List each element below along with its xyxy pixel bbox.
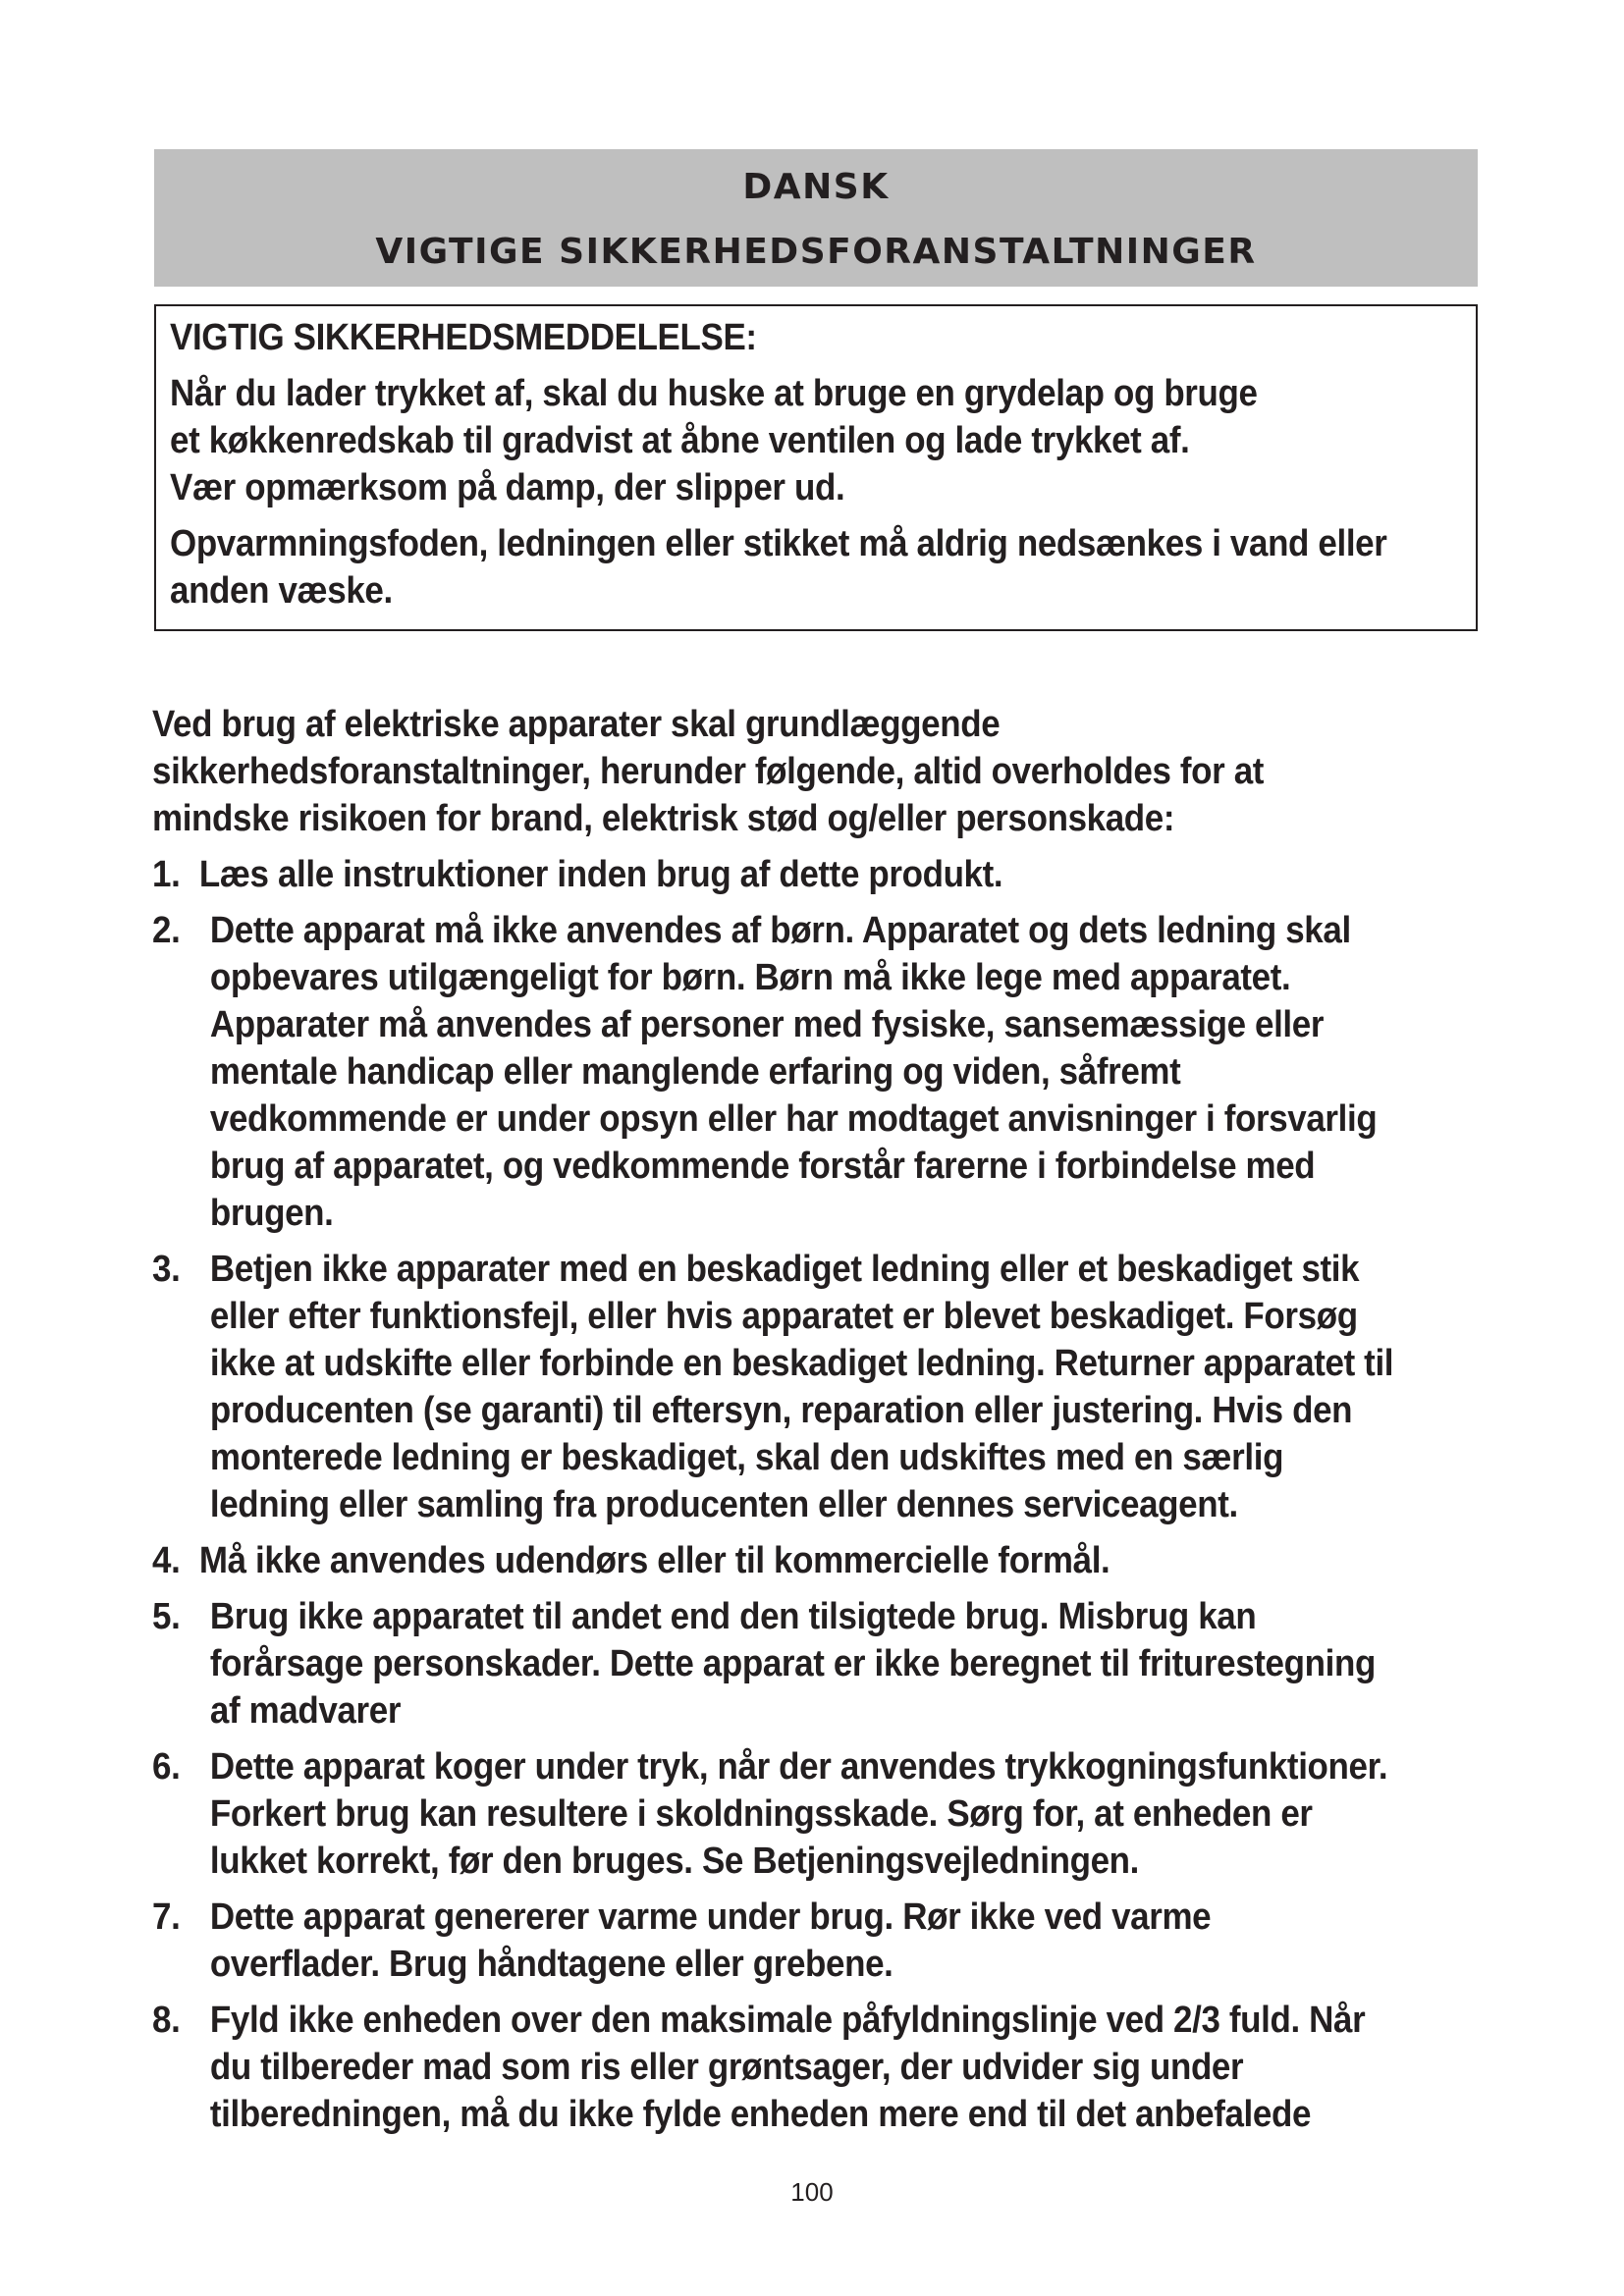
safety-notice-box: [154, 304, 1478, 631]
item-number: 3.: [152, 1249, 181, 1290]
list-item: [152, 1246, 1402, 1528]
list-item: [152, 851, 1507, 898]
item-text: Brug ikke apparatet til andet end den tilsigtede brug. Misbrug kan forårsage personskader. Dette apparat er ikke beregnet til friturestegning af madvarer: [209, 1596, 1376, 1732]
safety-instructions: [152, 701, 1507, 2138]
item-number: 5.: [152, 1596, 181, 1637]
language-heading: DANSK: [742, 167, 890, 207]
item-text: Dette apparat må ikke anvendes af børn. Apparatet og dets ledning skal opbevares utilgængeligt for børn. Børn må ikke lege med apparatet. Apparater må anvendes af personer med fysiske, sansemæssige eller mentale handicap eller manglende erfaring og viden, såfremt vedkommende er under opsyn eller har modtaget anvisninger i forsvarlig brug af apparatet, og vedkommende forstår farerne i forbindelse med brugen.: [209, 910, 1378, 1234]
item-number: 6.: [152, 1746, 181, 1788]
list-item: [152, 1537, 1507, 1584]
page-number: 100: [790, 2177, 834, 2207]
item-number: 8.: [152, 2000, 181, 2041]
item-number: 2.: [152, 910, 181, 951]
item-text: Dette apparat genererer varme under brug. Rør ikke ved varme overflader. Brug håndtagene eller grebene.: [209, 1896, 1212, 1985]
notice-paragraph-pressure: Når du lader trykket af, skal du huske at bruge en grydelap og bruge et køkkenredskab til gradvist at åbne ventilen og lade trykket af. Vær opmærksom på damp, der slipper ud.: [170, 373, 1258, 508]
safety-list: [152, 851, 1507, 2138]
intro-paragraph: Ved brug af elektriske apparater skal grundlæggende sikkerhedsforanstaltninger, herunder følgende, altid overholdes for at mindske risikoen for brand, elektrisk stød og/eller personskade:: [152, 704, 1265, 839]
notice-heading: VIGTIG SIKKERHEDSMEDDELELSE:: [170, 317, 757, 358]
list-item: [152, 1997, 1411, 2138]
item-text: Må ikke anvendes udendørs eller til kommercielle formål.: [198, 1540, 1110, 1581]
item-number: 7.: [152, 1896, 181, 1938]
item-text: Læs alle instruktioner inden brug af dette produkt.: [198, 854, 1003, 895]
list-item: [152, 1593, 1411, 1735]
item-text: Fyld ikke enheden over den maksimale påfyldningslinje ved 2/3 fuld. Når du tilbereder mad som ris eller grøntsager, der udvider sig under tilberedningen, må du ikke fylde enheden mere end til det anbefalede: [209, 2000, 1366, 2135]
item-number: 4.: [152, 1540, 181, 1581]
list-item: [152, 1743, 1411, 1885]
item-text: Betjen ikke apparater med en beskadiget ledning eller et beskadiget stik eller efter funktionsfejl, eller hvis apparatet er blevet beskadiget. Forsøg ikke at udskifte eller forbinde en beskadiget ledning. Returner apparatet til producenten (se garanti) til eftersyn, reparation eller justering. Hvis den monterede ledning er beskadiget, skal den udskiftes med en særlig ledning eller samling fra producenten eller dennes serviceagent.: [209, 1249, 1394, 1525]
item-text: Dette apparat koger under tryk, når der anvendes trykkogningsfunktioner. Forkert brug kan resultere i skoldningsskade. Sørg for, at enheden er lukket korrekt, før den bruges. Se Betjeningsvejledningen.: [209, 1746, 1388, 1882]
notice-paragraph-immersion: Opvarmningsfoden, ledningen eller stikket må aldrig nedsænkes i vand eller anden væske.: [170, 523, 1387, 612]
page-title: VIGTIGE SIKKERHEDSFORANSTALTNINGER: [375, 232, 1257, 272]
item-number: 1.: [152, 854, 181, 895]
section-header: [154, 149, 1478, 287]
list-item: [152, 907, 1393, 1237]
list-item: [152, 1894, 1321, 1988]
